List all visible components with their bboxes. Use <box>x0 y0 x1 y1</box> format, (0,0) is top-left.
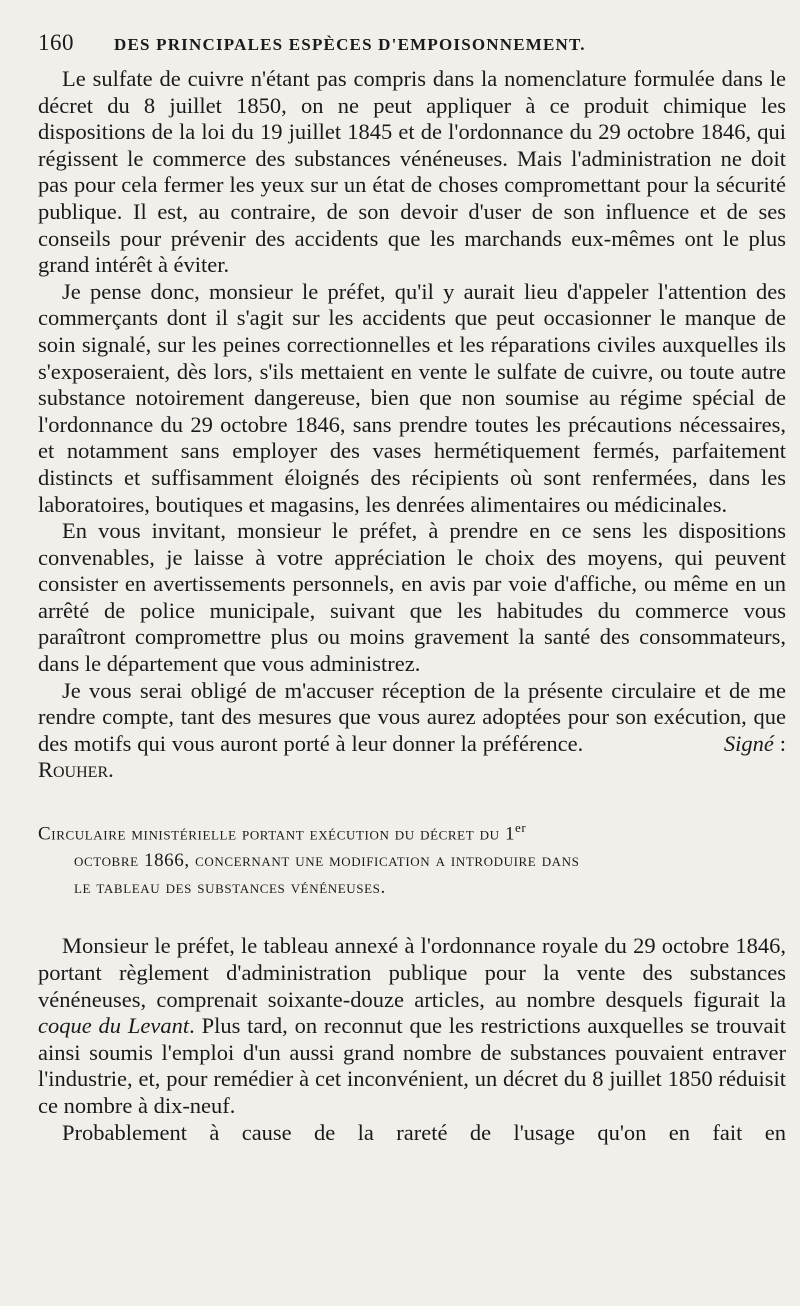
running-head-title: DES PRINCIPALES ESPÈCES D'EMPOISONNEMENT. <box>114 35 586 54</box>
paragraph-closing: Je vous serai obligé de m'accuser réception de la présente circulaire et de me rendre compte, tant des mesures que vous aurez adoptées pour son exécution, que des motifs qui vous auront porté à leur donner la préférence. Signé : Rouher. <box>38 677 787 783</box>
section-heading-superscript: er <box>515 820 527 836</box>
tableau-text-before: Monsieur le préfet, le tableau annexé à l'ordonnance royale du 29 octobre 1846, portant règlement d'administration publique pour la vente des substances vénéneuses, comprenait soixante-douze articles, au nombre desquels figurait la <box>38 933 786 1012</box>
paragraph-last-line: Probablement à cause de la rareté de l'usage qu'on en fait en <box>62 1119 786 1145</box>
page-number: 160 <box>38 30 74 55</box>
closing-text: Je vous serai obligé de m'accuser réception de la présente circulaire et de me rendre compte, tant des mesures que vous aurez adoptées pour son exécution, que des motifs qui vous auront porté à leur donner la préférence. <box>38 677 786 756</box>
tableau-text-after: . Plus tard, on reconnut que les restrictions auxquelles se trouvait ainsi soumis l'emploi d'un aussi grand nombre de substances pouvaient entraver l'industrie, et, pour remédier à cet inconvénient, un décret du 8 juillet 1850 réduisit ce nombre à dix-neuf. <box>38 1013 786 1118</box>
section-heading-line-2: octobre 1866, concernant une modification a introduire dans <box>74 850 580 872</box>
section-heading-line-3: le tableau des substances vénéneuses. <box>74 877 386 899</box>
paragraph-sulfate: Le sulfate de cuivre n'étant pas compris dans la nomenclature formulée dans le décret du 8 juillet 1850, on ne peut appliquer à ce produit chimique les dispositions de la loi du 19 juillet 1845 et de l'ordonnance du 29 octobre 1846, qui régissent le commerce des substances vénéneuses. Mais l'administration ne doit pas pour cela fermer les yeux sur un état de choses compromettant pour la sécurité publique. Il est, au contraire, de son devoir d'user de son influence et de ses conseils pour prévenir des accidents que les marchands eux-mêmes ont le plus grand intérêt à éviter. <box>38 66 786 278</box>
section-heading <box>38 814 786 901</box>
tableau-italic-term: coque du Levant <box>38 1013 190 1039</box>
paragraph-tableau <box>38 933 786 1119</box>
paragraph-invitation: En vous invitant, monsieur le préfet, à prendre en ce sens les dispositions convenables, je laisse à votre appréciation le choix des moyens, qui peuvent consister en avertissements personnels, en avis par voie d'affiche, ou même en un arrêté de police municipale, suivant que les habitudes du commerce vous paraîtront compromettre plus ou moins gravement la santé des consommateurs, dans le département que vous administrez. <box>38 518 786 677</box>
signer-name: Rouher. <box>38 757 114 783</box>
paragraph-attention: Je pense donc, monsieur le préfet, qu'il y aurait lieu d'appeler l'attention des commerçants dont il s'agit sur les accidents que peut occasionner le manque de soin signalé, sur les peines correctionnelles et les réparations civiles auxquelles ils s'exposeraient, dès lors, s'ils mettaient en vente le sulfate de cuivre, ou toute autre substance notoirement dangereuse, bien que non soumise au régime spécial de l'ordonnance du 29 octobre 1846, sans prendre toutes les précautions nécessaires, et notamment sans employer des vases hermétiquement fermés, parfaitement distincts et suffisamment éloignés des récipients où sont renfermées, dans les laboratoires, boutiques et magasins, les denrées alimentaires ou médicinales. <box>38 278 786 517</box>
signed-label: Signé <box>723 730 774 756</box>
section-heading-text-1: Circulaire ministérielle portant exécution du décret du 1 <box>38 823 516 845</box>
section-heading-line-1 <box>38 814 786 847</box>
running-head <box>38 30 786 64</box>
